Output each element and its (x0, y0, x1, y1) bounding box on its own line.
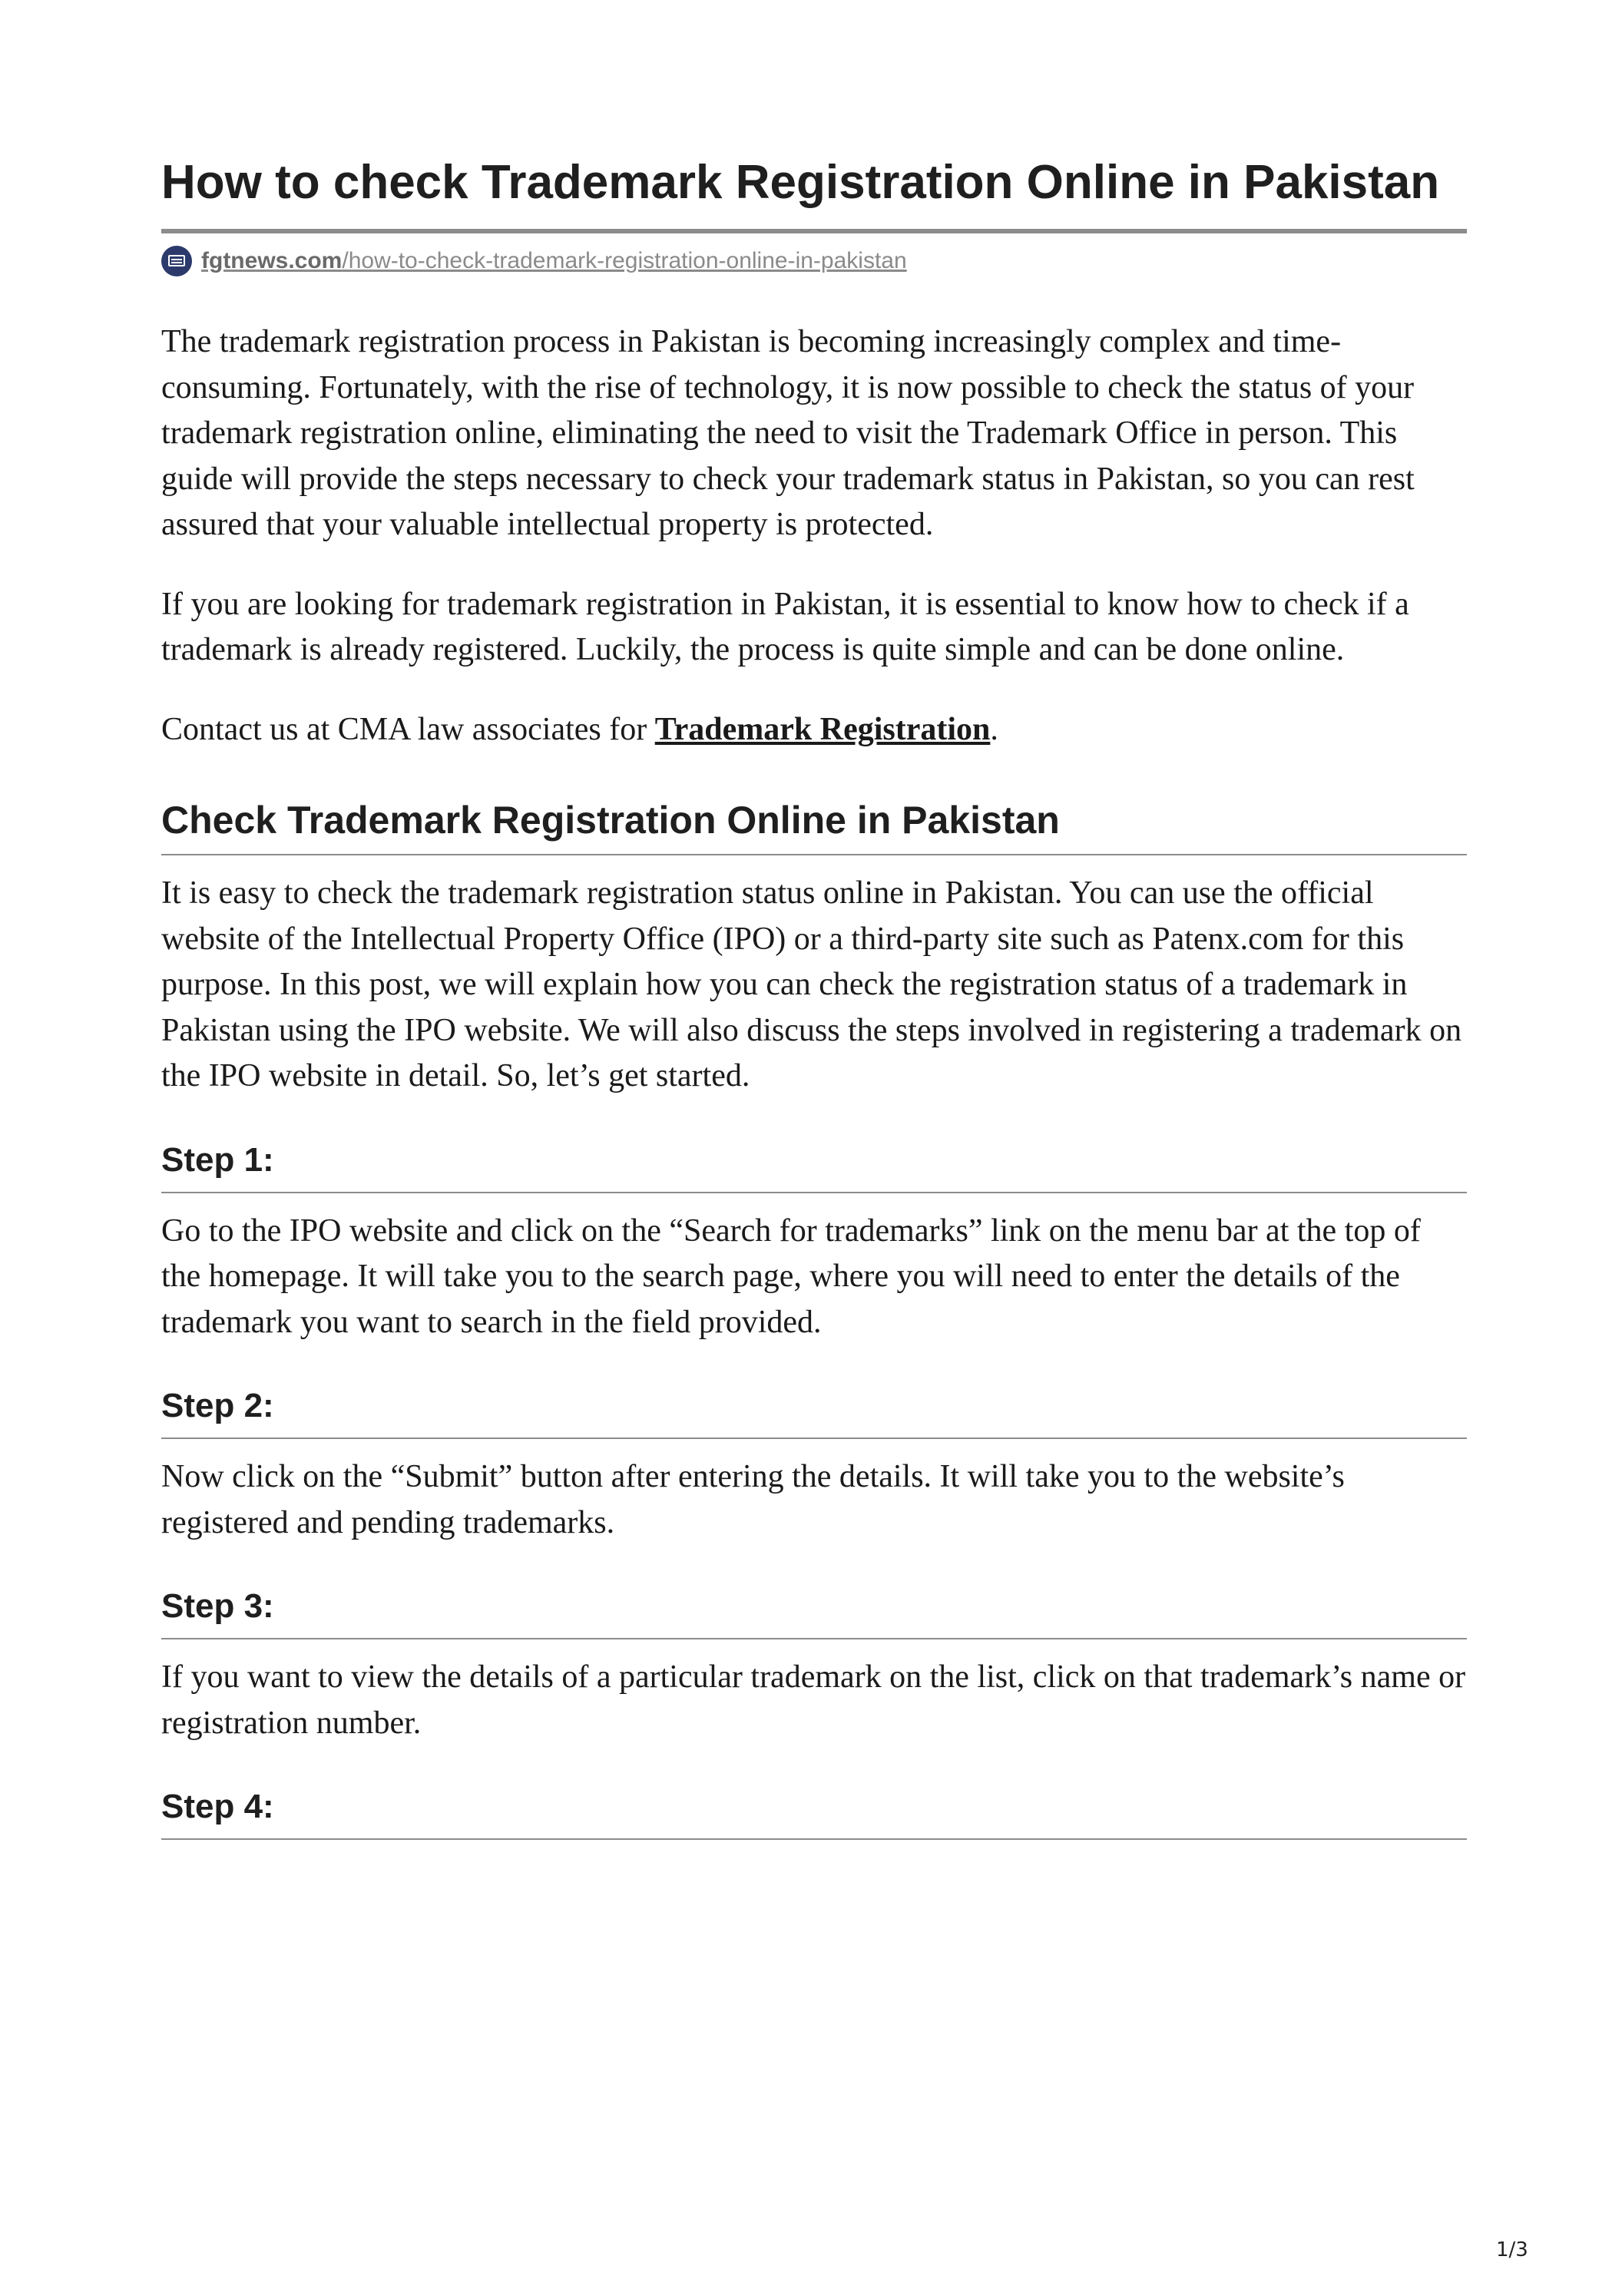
step-1-heading: Step 1: (161, 1140, 274, 1179)
section-paragraph: It is easy to check the trademark registration status online in Pakistan. You can use the official website of the Intellectual Property Office (IPO) or a third-party site such as Patenx.com for this purpose. In this post, we will explain how you can check the registration status of a trademark in Pakistan using the IPO website. We will also discuss the steps involved in registering a trademark on the IPO website in detail. So, let’s get started. (161, 875, 1462, 1093)
contact-prefix: Contact us at CMA law associates for (161, 711, 655, 747)
article (161, 0, 1467, 1855)
contact-paragraph (161, 707, 1467, 753)
intro-paragraph-2: If you are looking for trademark registration in Pakistan, it is essential to know how to check if a trademark is already registered. Luckily, the process is quite simple and can be done online. (161, 586, 1409, 667)
step-3-divider (161, 1638, 1467, 1639)
contact-suffix: . (990, 711, 998, 747)
step-3-text: If you want to view the details of a particular trademark on the list, click on that trademark’s name or registration number. (161, 1659, 1466, 1741)
step-2-divider (161, 1437, 1467, 1439)
step-2-text: Now click on the “Submit” button after entering the details. It will take you to the website’s registered and pending trademarks. (161, 1459, 1345, 1540)
step-1-text: Go to the IPO website and click on the “Search for trademarks” link on the menu bar at the top of the homepage. It will take you to the search page, where you will need to enter the details of the trademark you want to search in the field provided. (161, 1213, 1421, 1340)
step-4-heading: Step 4: (161, 1788, 274, 1825)
trademark-registration-link[interactable]: Trademark Registration (654, 711, 991, 747)
newspaper-icon (161, 246, 192, 276)
step-1-divider (161, 1192, 1467, 1193)
step-3-heading: Step 3: (161, 1587, 274, 1625)
step-4-divider (161, 1838, 1467, 1840)
source-path: /how-to-check-trademark-registration-online-in-pakistan (342, 248, 907, 273)
page-number: 1/3 (1496, 2238, 1528, 2261)
title-divider (161, 229, 1467, 233)
source-domain: fgtnews.com (201, 248, 343, 273)
intro-paragraph-1: The trademark registration process in Pakistan is becoming increasingly complex and time-consuming. Fortunately, with the rise of technology, it is now possible to check the status of your trademark registration online, eliminating the need to visit the Trademark Office in person. This guide will provide the steps necessary to check your trademark status in Pakistan, so you can rest assured that your valuable intellectual property is protected. (161, 324, 1415, 542)
section-divider (161, 854, 1467, 855)
page-title: How to check Trademark Registration Online in Pakistan (161, 156, 1440, 209)
step-2-heading: Step 2: (161, 1387, 274, 1424)
source-link-row (161, 244, 1467, 278)
source-link[interactable] (201, 248, 907, 274)
section-heading: Check Trademark Registration Online in Pakistan (161, 799, 1060, 842)
